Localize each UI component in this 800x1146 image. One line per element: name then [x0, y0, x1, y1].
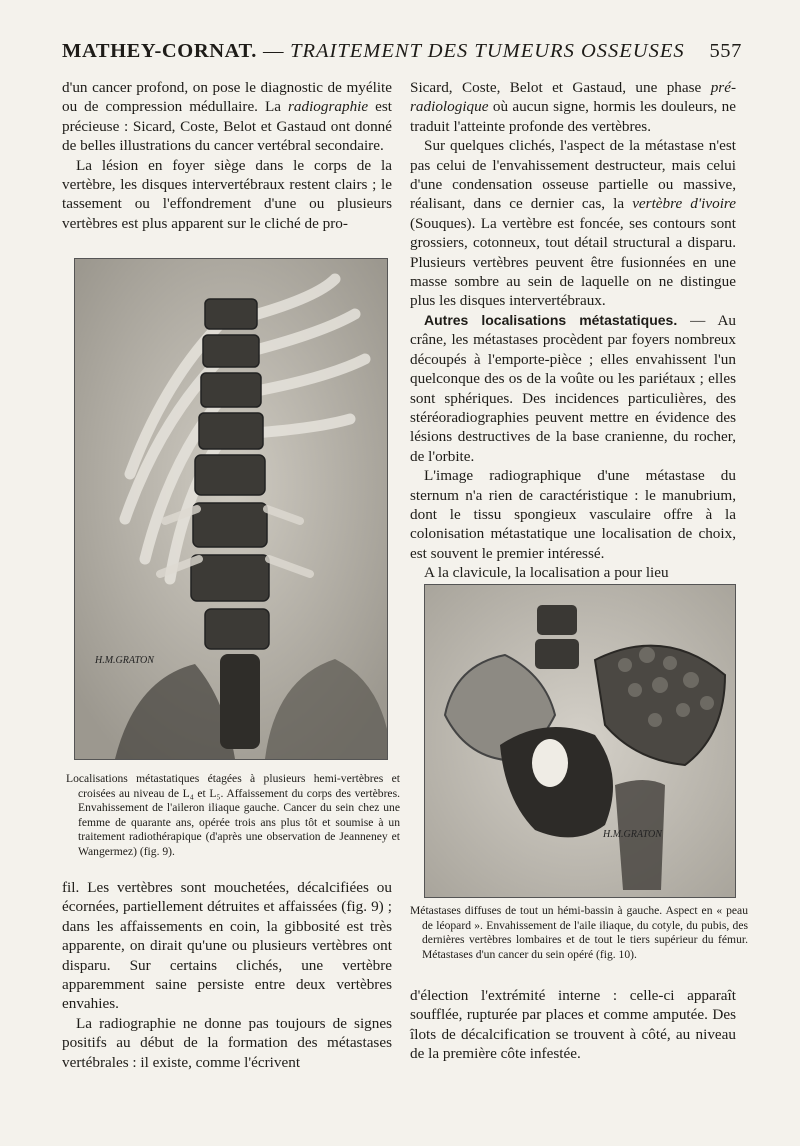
spine-xray-image [75, 259, 387, 759]
section-runin-heading: Autres localisations métastatiques. [424, 311, 678, 328]
left-column-top [62, 78, 392, 233]
left-column-bottom [62, 878, 392, 1072]
paragraph: La radiographie ne donne pas toujours de signes positifs au début de la formation des métastases vertébrales : il existe, comme l'écrivent [62, 1014, 392, 1071]
right-column-bottom [410, 986, 736, 1064]
figure2-caption: Métastases diffuses de tout un hémi-bassin à gauche. Aspect en « peau de léopard ». Envahissement de l'aile iliaque, du cotyle, du pubis, des dernières vertèbres lombaires et de tout le tiers supérieur du fémur. Métastases d'un cancer du sein opéré (fig. 10). [410, 904, 748, 961]
header-separator: — [263, 40, 285, 62]
pelvis-xray-image [425, 585, 735, 897]
running-header [62, 40, 742, 74]
page-number: 557 [709, 40, 742, 62]
paragraph: La lésion en foyer siège dans le corps de la vertèbre, les disques intervertébraux restent clairs ; le tassement ou l'effondrement d'une ou plusieurs vertèbres est plus apparent sur le cliché de pro- [62, 156, 392, 232]
figure1-signature: H.M.GRATON [95, 655, 154, 666]
figure-spine-radiograph [74, 258, 388, 760]
header-author: MATHEY-CORNAT. [62, 40, 257, 62]
paragraph: d'un cancer profond, on pose le diagnostic de myélite ou de compression médullaire. La radiographie est précieuse : Sicard, Coste, Belot et Gastaud ont donné de belles illustrations du cancer vertébral secondaire. [62, 79, 392, 155]
paragraph: A la clavicule, la localisation a pour lieu [424, 564, 669, 582]
figure-pelvis-radiograph [424, 584, 736, 898]
figure1-caption: Localisations métastatiques étagées à plusieurs hemi-vertèbres et croisées au niveau de L₄ et L₅. Affaissement du corps des vertèbres. Envahissement de l'aileron iliaque gauche. Cancer du sein chez une femme de quarante ans, opérée trois ans plus tôt et soumise à un traitement radiothérapique (d'après une observation de Jeanneney et Wangermez) (fig. 9). [66, 772, 400, 858]
paragraph: Sur quelques clichés, l'aspect de la métastase n'est pas celui de l'envahissement destructeur, mais celui d'une condensation osseuse partielle ou massive, réalisant, dans ce dernier cas, la vertèbre d'ivoire (Souques). La vertèbre est foncée, ses contours sont grossiers, cotonneux, tout détail structural a disparu. Plusieurs vertèbres peuvent être fusionnées en une masse sombre au sein de laquelle on ne distingue plus les disques intervertébraux. [410, 137, 737, 310]
paragraph: Autres localisations métastatiques. — Au crâne, les métastases procèdent par foyers nombreux découpés à l'emporte-pièce ; elles envahissent l'un quelconque des os de la voûte ou les pariétaux ; elles sont sphériques. Des incidences particulières, des stéréoradiographies peuvent mettre en évidence des lésions destructives de la base cranienne, du rocher, de l'orbite. [410, 311, 737, 465]
paragraph: d'élection l'extrémité interne : celle-ci apparaît soufflée, rupturée par places et comme amputée. Des îlots de décalcification se trouvent à côté, au niveau de la première côte infestée. [410, 987, 736, 1063]
figure2-signature: H.M.GRATON [603, 829, 662, 840]
right-column-top [410, 78, 736, 583]
header-title: TRAITEMENT DES TUMEURS OSSEUSES [290, 40, 685, 62]
paragraph: L'image radiographique d'une métastase du sternum n'a rien de caractéristique : le manubrium, dont le tissu spongieux vasculaire offre à la colonisation métastatique une localisation de choix, est souvent le premier intéressé. [410, 467, 736, 562]
paragraph: fil. Les vertèbres sont mouchetées, décalcifiées ou écornées, partiellement détruites et affaissées (fig. 9) ; dans les affaissements en coin, la gibbosité est très apparente, on dirait qu'une ou plusieurs vertèbres ont disparu. Sur certains clichés, une vertèbre apparemment saine persiste entre deux vertèbres envahies. [62, 879, 392, 1013]
paragraph: Sicard, Coste, Belot et Gastaud, une phase pré-radiologique où aucun signe, hormis les douleurs, ne traduit l'atteinte profonde des vertèbres. [410, 79, 737, 135]
